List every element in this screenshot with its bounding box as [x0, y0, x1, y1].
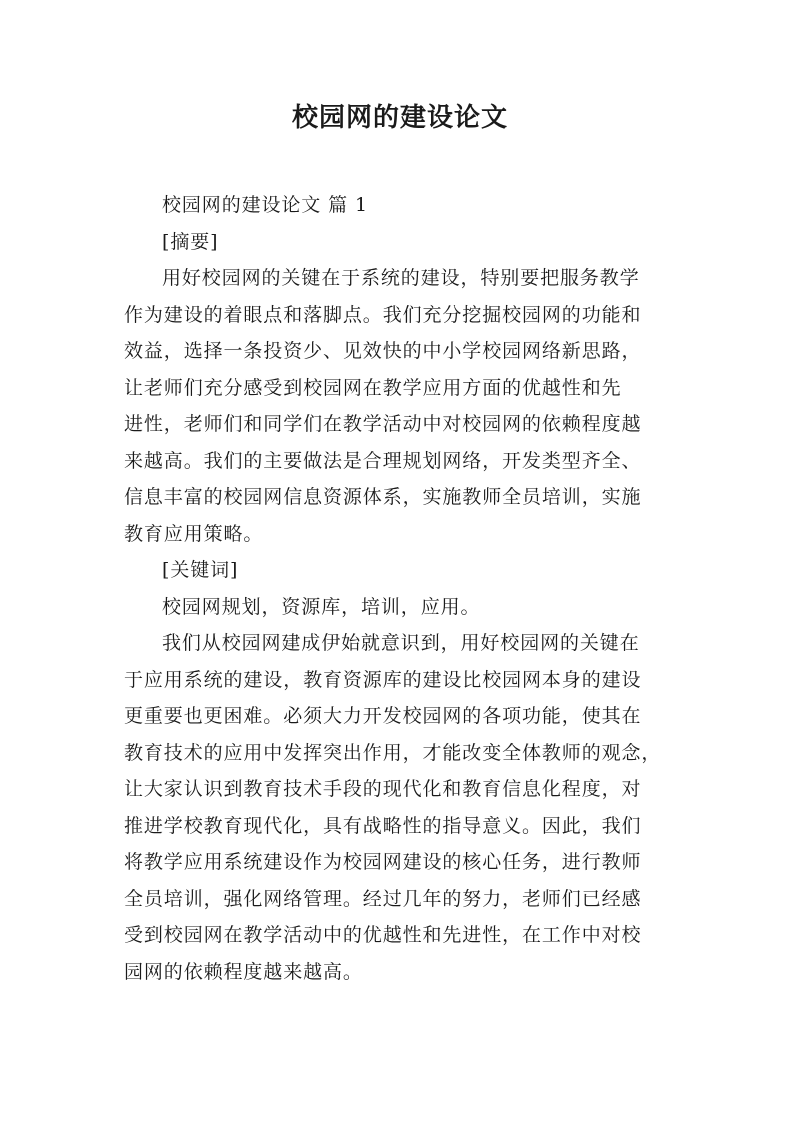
abstract-line: 教育应用策略。	[124, 522, 264, 545]
section-heading: 校园网的建设论文 篇 1	[162, 194, 368, 216]
abstract-line: 来越高。我们的主要做法是合理规划网络，开发类型齐全、	[124, 449, 642, 472]
body-line: 于应用系统的建设，教育资源库的建设比校园网本身的建设	[124, 668, 642, 691]
abstract-line: 信息丰富的校园网信息资源体系，实施教师全员培训，实施	[124, 486, 642, 508]
body-line: 推进学校教育现代化，具有战略性的指导意义。因此，我们	[124, 814, 642, 837]
body-line: 受到校园网在教学活动中的优越性和先进性，在工作中对校	[124, 924, 642, 946]
document-body	[124, 187, 684, 990]
document-title: 校园网的建设论文	[291, 103, 508, 133]
keywords-label: [关键词]	[162, 559, 239, 581]
abstract-label: [摘要]	[162, 230, 219, 253]
body-line: 全员培训，强化网络管理。经过几年的努力，老师们已经感	[124, 887, 642, 910]
body-line: 园网的依赖程度越来越高。	[124, 960, 363, 983]
abstract-line: 进性，老师们和同学们在教学活动中对校园网的依赖程度越	[124, 413, 642, 435]
body-line: 教育技术的应用中发挥突出作用，才能改变全体教师的观念，	[124, 741, 662, 764]
body-line: 更重要也更困难。必须大力开发校园网的各项功能，使其在	[124, 705, 642, 727]
abstract-line: 用好校园网的关键在于系统的建设，特别要把服务教学	[162, 267, 640, 289]
body-line: 让大家认识到教育技术手段的现代化和教育信息化程度，对	[124, 778, 642, 800]
body-line: 将教学应用系统建设作为校园网建设的核心任务，进行教师	[124, 851, 642, 873]
body-line: 我们从校园网建成伊始就意识到，用好校园网的关键在	[162, 632, 640, 654]
abstract-line: 作为建设的着眼点和落脚点。我们充分挖掘校园网的功能和	[124, 303, 642, 326]
abstract-line: 让老师们充分感受到校园网在教学应用方面的优越性和先	[124, 376, 622, 399]
keywords-text: 校园网规划，资源库，培训，应用。	[162, 595, 481, 618]
abstract-line: 效益，选择一条投资少、见效快的中小学校园网络新思路，	[124, 340, 642, 362]
